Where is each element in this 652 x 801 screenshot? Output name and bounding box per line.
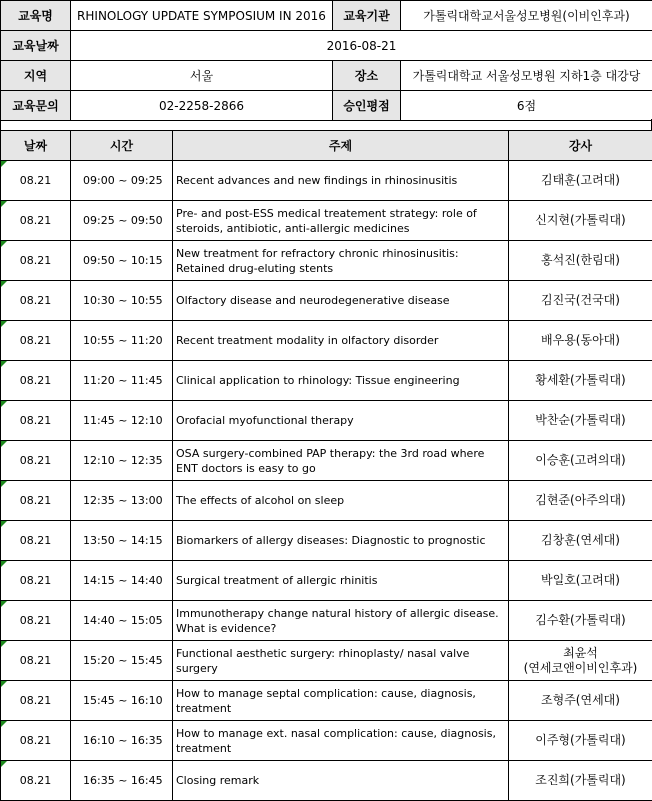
session-date: 08.21 xyxy=(19,334,52,347)
session-topic-cell xyxy=(173,761,509,801)
session-time: 14:15 ~ 14:40 xyxy=(83,574,163,587)
table-row xyxy=(1,321,652,361)
corner-marker-icon xyxy=(1,201,7,207)
session-topic: Recent advances and new findings in rhinosinusitis xyxy=(176,174,458,187)
course-date-value: 2016-08-21 xyxy=(71,31,652,61)
session-time: 16:10 ~ 16:35 xyxy=(83,734,163,747)
session-speaker-cell xyxy=(509,601,652,641)
credit-score-label: 승인평점 xyxy=(333,91,401,121)
session-time-cell xyxy=(71,601,173,641)
session-date: 08.21 xyxy=(19,654,52,667)
session-topic: Olfactory disease and neurodegenerative disease xyxy=(176,294,450,307)
table-row xyxy=(1,561,652,601)
corner-marker-icon xyxy=(1,281,7,287)
session-speaker-cell xyxy=(509,361,652,401)
session-time-cell xyxy=(71,761,173,801)
info-row-contact xyxy=(1,91,652,121)
corner-marker-icon xyxy=(1,481,7,487)
corner-marker-icon xyxy=(1,761,7,767)
session-date-cell xyxy=(1,401,71,441)
session-time: 15:45 ~ 16:10 xyxy=(83,694,163,707)
session-topic: OSA surgery-combined PAP therapy: the 3rd road where ENT doctors is easy to go xyxy=(176,446,485,475)
session-date-cell xyxy=(1,601,71,641)
session-topic: Immunotherapy change natural history of allergic disease. What is evidence? xyxy=(176,606,499,635)
schedule-header-row xyxy=(1,131,652,161)
session-date: 08.21 xyxy=(19,374,52,387)
corner-marker-icon xyxy=(1,321,7,327)
contact-value: 02-2258-2866 xyxy=(71,91,333,121)
session-time-cell xyxy=(71,521,173,561)
session-topic: Biomarkers of allergy diseases: Diagnostic to prognostic xyxy=(176,534,486,547)
session-speaker: 조진희(가톨릭대) xyxy=(535,773,626,787)
session-date: 08.21 xyxy=(19,534,52,547)
session-topic: Clinical application to rhinology: Tissue engineering xyxy=(176,374,460,387)
session-speaker: 김수환(가톨릭대) xyxy=(535,613,626,627)
session-date-cell xyxy=(1,361,71,401)
session-topic: Recent treatment modality in olfactory disorder xyxy=(176,334,439,347)
session-topic-cell xyxy=(173,161,509,201)
session-topic-cell xyxy=(173,681,509,721)
session-time: 12:10 ~ 12:35 xyxy=(83,454,163,467)
session-time-cell xyxy=(71,281,173,321)
session-topic: How to manage septal complication: cause, diagnosis, treatment xyxy=(176,686,476,715)
session-date-cell xyxy=(1,201,71,241)
table-spacer xyxy=(0,119,652,130)
table-row xyxy=(1,281,652,321)
session-date: 08.21 xyxy=(19,574,52,587)
session-time: 09:50 ~ 10:15 xyxy=(83,254,163,267)
session-topic-cell xyxy=(173,641,509,681)
session-time-cell xyxy=(71,161,173,201)
corner-marker-icon xyxy=(1,601,7,607)
corner-marker-icon xyxy=(1,161,7,167)
session-topic: Closing remark xyxy=(176,774,260,787)
session-topic: The effects of alcohol on sleep xyxy=(176,494,345,507)
session-date: 08.21 xyxy=(19,734,52,747)
table-row xyxy=(1,441,652,481)
session-date-cell xyxy=(1,321,71,361)
session-topic: New treatment for refractory chronic rhinosinusitis: Retained drug-eluting stents xyxy=(176,246,459,275)
session-time: 15:20 ~ 15:45 xyxy=(83,654,163,667)
session-speaker-cell xyxy=(509,441,652,481)
session-time-cell xyxy=(71,401,173,441)
table-row xyxy=(1,761,652,801)
course-name-label: 교육명 xyxy=(1,1,71,31)
session-date-cell xyxy=(1,481,71,521)
corner-marker-icon xyxy=(1,241,7,247)
table-row xyxy=(1,241,652,281)
session-time: 16:35 ~ 16:45 xyxy=(83,774,163,787)
table-row xyxy=(1,401,652,441)
session-speaker-cell xyxy=(509,761,652,801)
session-time-cell xyxy=(71,481,173,521)
session-topic: Orofacial myofunctional therapy xyxy=(176,414,354,427)
session-date: 08.21 xyxy=(19,774,52,787)
session-time: 10:55 ~ 11:20 xyxy=(83,334,163,347)
session-topic-cell xyxy=(173,481,509,521)
session-date-cell xyxy=(1,281,71,321)
session-time-cell xyxy=(71,721,173,761)
corner-marker-icon xyxy=(1,521,7,527)
session-speaker: 김현준(아주의대) xyxy=(535,493,626,507)
course-date-label: 교육날짜 xyxy=(1,31,71,61)
corner-marker-icon xyxy=(1,561,7,567)
table-row xyxy=(1,681,652,721)
session-topic-cell xyxy=(173,721,509,761)
session-speaker: 배우용(동아대) xyxy=(541,333,620,347)
table-row xyxy=(1,201,652,241)
session-time: 14:40 ~ 15:05 xyxy=(83,614,163,627)
session-date: 08.21 xyxy=(19,494,52,507)
session-speaker-cell xyxy=(509,641,652,681)
session-date-cell xyxy=(1,761,71,801)
session-date: 08.21 xyxy=(19,254,52,267)
session-speaker-cell xyxy=(509,321,652,361)
session-time-cell xyxy=(71,321,173,361)
session-speaker: 황세환(가톨릭대) xyxy=(535,373,626,387)
session-speaker-cell xyxy=(509,241,652,281)
region-label: 지역 xyxy=(1,61,71,91)
credit-score-value: 6점 xyxy=(401,91,652,121)
session-date-cell xyxy=(1,561,71,601)
header-topic: 주제 xyxy=(173,131,509,161)
session-topic-cell xyxy=(173,561,509,601)
session-speaker-cell xyxy=(509,201,652,241)
session-date: 08.21 xyxy=(19,454,52,467)
session-topic-cell xyxy=(173,241,509,281)
session-topic: Pre- and post-ESS medical treatement strategy: role of steroids, antibiotic, anti-allergic medicines xyxy=(176,206,477,235)
session-date: 08.21 xyxy=(19,294,52,307)
schedule-body xyxy=(1,161,652,801)
session-time-cell xyxy=(71,201,173,241)
session-speaker: 이승훈(고려의대) xyxy=(535,453,626,467)
session-topic: Surgical treatment of allergic rhinitis xyxy=(176,574,378,587)
session-topic-cell xyxy=(173,521,509,561)
session-time: 11:45 ~ 12:10 xyxy=(83,414,163,427)
corner-marker-icon xyxy=(1,401,7,407)
session-time-cell xyxy=(71,641,173,681)
session-topic-cell xyxy=(173,361,509,401)
session-date-cell xyxy=(1,161,71,201)
table-row xyxy=(1,521,652,561)
header-date: 날짜 xyxy=(1,131,71,161)
session-speaker: 최윤석 (연세코앤이비인후과) xyxy=(523,645,638,675)
session-time-cell xyxy=(71,681,173,721)
info-row-course xyxy=(1,1,652,31)
session-date-cell xyxy=(1,641,71,681)
region-value: 서울 xyxy=(71,61,333,91)
course-info-table xyxy=(0,0,652,121)
schedule-table xyxy=(0,130,652,801)
corner-marker-icon xyxy=(1,641,7,647)
table-row xyxy=(1,601,652,641)
place-label: 장소 xyxy=(333,61,401,91)
session-date-cell xyxy=(1,521,71,561)
table-row xyxy=(1,481,652,521)
session-date-cell xyxy=(1,441,71,481)
session-time-cell xyxy=(71,361,173,401)
session-time: 09:25 ~ 09:50 xyxy=(83,214,163,227)
table-row xyxy=(1,721,652,761)
organization-label: 교육기관 xyxy=(333,1,401,31)
header-time: 시간 xyxy=(71,131,173,161)
session-speaker: 박찬순(가톨릭대) xyxy=(535,413,626,427)
session-topic-cell xyxy=(173,281,509,321)
session-topic-cell xyxy=(173,601,509,641)
corner-marker-icon xyxy=(1,681,7,687)
course-name-value: RHINOLOGY UPDATE SYMPOSIUM IN 2016 xyxy=(71,1,333,31)
session-speaker-cell xyxy=(509,521,652,561)
session-time-cell xyxy=(71,441,173,481)
session-date: 08.21 xyxy=(19,614,52,627)
session-speaker: 홍석진(한림대) xyxy=(541,253,620,267)
session-date: 08.21 xyxy=(19,414,52,427)
session-topic-cell xyxy=(173,201,509,241)
session-topic-cell xyxy=(173,401,509,441)
session-time: 09:00 ~ 09:25 xyxy=(83,174,163,187)
info-row-location xyxy=(1,61,652,91)
session-time: 13:50 ~ 14:15 xyxy=(83,534,163,547)
table-row xyxy=(1,361,652,401)
corner-marker-icon xyxy=(1,721,7,727)
session-speaker: 이주형(가톨릭대) xyxy=(535,733,626,747)
session-speaker-cell xyxy=(509,561,652,601)
contact-label: 교육문의 xyxy=(1,91,71,121)
session-speaker-cell xyxy=(509,401,652,441)
session-date: 08.21 xyxy=(19,214,52,227)
organization-value: 가톨릭대학교서울성모병원(이비인후과) xyxy=(401,1,652,31)
session-time-cell xyxy=(71,561,173,601)
corner-marker-icon xyxy=(1,441,7,447)
session-time: 12:35 ~ 13:00 xyxy=(83,494,163,507)
session-speaker: 김창훈(연세대) xyxy=(541,533,620,547)
info-row-date xyxy=(1,31,652,61)
session-topic: Functional aesthetic surgery: rhinoplasty/ nasal valve surgery xyxy=(176,646,470,675)
session-speaker: 김태훈(고려대) xyxy=(541,173,620,187)
session-speaker-cell xyxy=(509,161,652,201)
session-topic: How to manage ext. nasal complication: cause, diagnosis, treatment xyxy=(176,726,496,755)
corner-marker-icon xyxy=(1,361,7,367)
table-row xyxy=(1,161,652,201)
session-topic-cell xyxy=(173,441,509,481)
session-speaker: 박일호(고려대) xyxy=(541,573,620,587)
session-time: 10:30 ~ 10:55 xyxy=(83,294,163,307)
session-topic-cell xyxy=(173,321,509,361)
session-speaker-cell xyxy=(509,721,652,761)
session-speaker-cell xyxy=(509,681,652,721)
session-speaker: 신지현(가톨릭대) xyxy=(535,213,626,227)
table-row xyxy=(1,641,652,681)
session-speaker-cell xyxy=(509,481,652,521)
session-date: 08.21 xyxy=(19,174,52,187)
session-date: 08.21 xyxy=(19,694,52,707)
session-speaker: 조형주(연세대) xyxy=(541,693,620,707)
session-date-cell xyxy=(1,721,71,761)
place-value: 가톨릭대학교 서울성모병원 지하1층 대강당 xyxy=(401,61,652,91)
session-date-cell xyxy=(1,681,71,721)
session-date-cell xyxy=(1,241,71,281)
session-time-cell xyxy=(71,241,173,281)
header-speaker: 강사 xyxy=(509,131,652,161)
session-time: 11:20 ~ 11:45 xyxy=(83,374,163,387)
session-speaker: 김진국(건국대) xyxy=(541,293,620,307)
session-speaker-cell xyxy=(509,281,652,321)
